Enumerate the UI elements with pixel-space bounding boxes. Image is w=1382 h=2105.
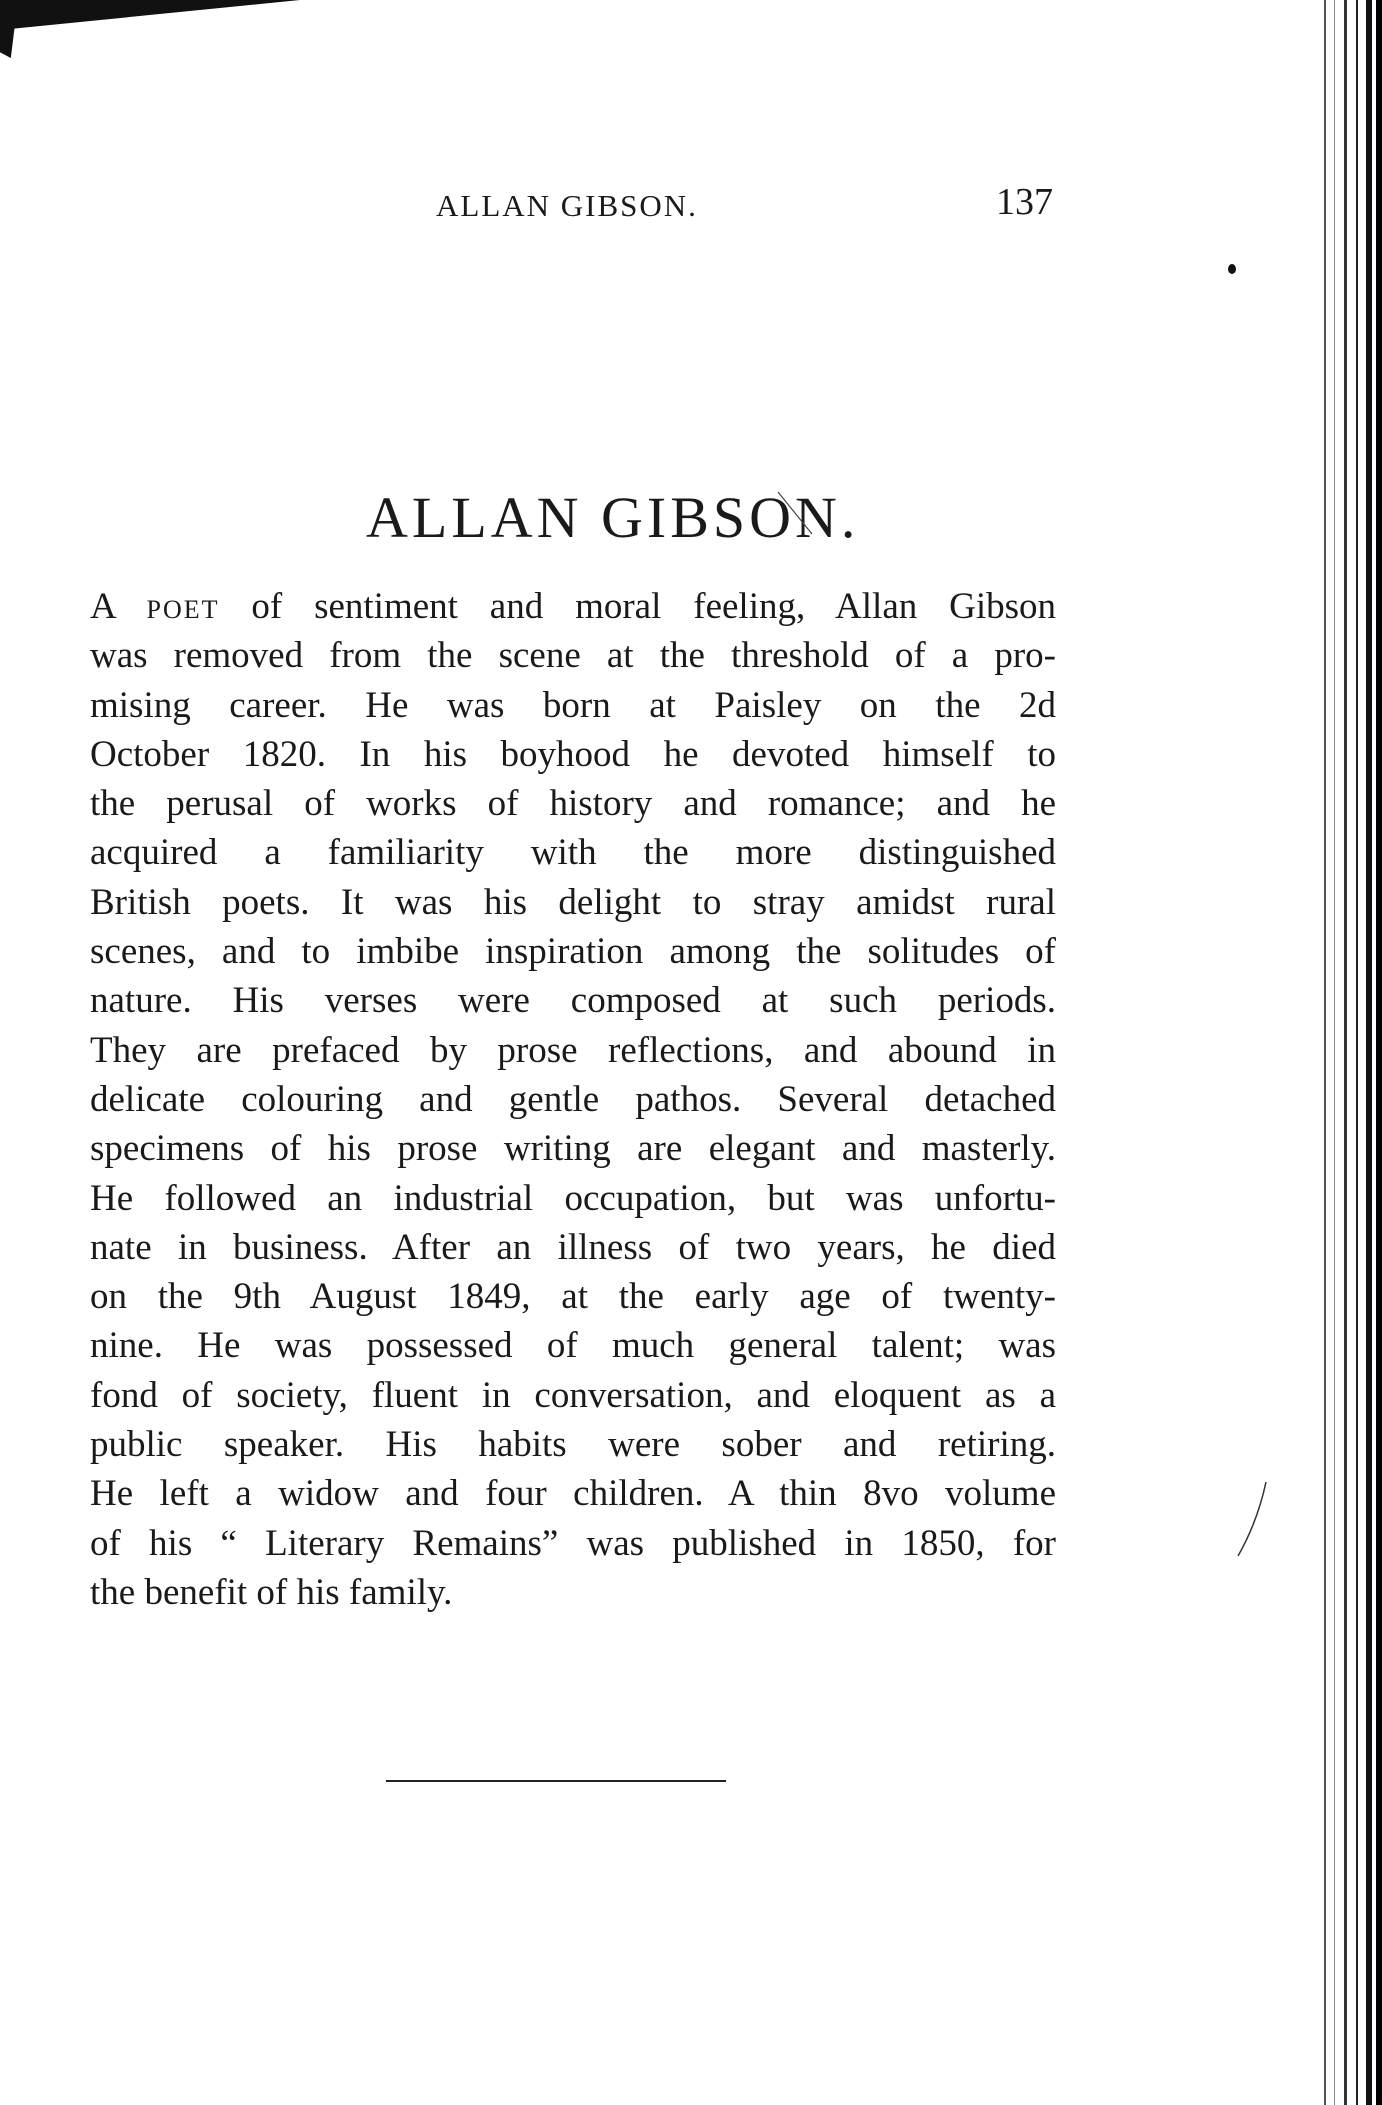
text-line: was removed from the scene at the threshold of a pro- [90,635,1056,677]
title-tick-mark [776,490,816,540]
text-line: nine. He was possessed of much general talent; was [90,1325,1056,1367]
body-paragraph [90,582,1056,1617]
text-line-last: the benefit of his family. [90,1571,453,1613]
text-line: October 1820. In his boyhood he devoted himself to [90,733,1056,775]
page-number: 137 [996,181,1053,223]
initial-letter: A [90,586,115,627]
text-line: They are prefaced by prose reflections, and abound in [90,1029,1056,1071]
closing-rule [386,1780,726,1782]
opening-line [90,582,1056,631]
chapter-title: ALLAN GIBSON. [366,485,860,550]
text-line: specimens of his prose writing are elegant and masterly. [90,1128,1056,1170]
text-line: fond of society, fluent in conversation, and eloquent as a [90,1374,1056,1416]
text-line: on the 9th August 1849, at the early age of twenty- [90,1276,1056,1318]
small-caps-word: POET [146,595,220,624]
text-line: He followed an industrial occupation, but was unfortu- [90,1177,1056,1219]
ink-speck [1228,264,1236,274]
text-line: of his “ Literary Remains” was published in 1850, for [90,1522,1056,1564]
text-line: delicate colouring and gentle pathos. Several detached [90,1078,1056,1120]
text-line: the perusal of works of history and romance; and he [90,783,1056,825]
scan-corner-artifact [0,0,300,30]
stray-pen-mark [1236,1480,1276,1560]
text-line: British poets. It was his delight to stray amidst rural [90,881,1056,923]
text-line: acquired a familiarity with the more distinguished [90,832,1056,874]
text-line: public speaker. His habits were sober and retiring. [90,1424,1056,1466]
text-line: nature. His verses were composed at such periods. [90,980,1056,1022]
text-line: He left a widow and four children. A thin 8vo volume [90,1473,1056,1515]
opening-line-text: of sentiment and moral feeling, Allan Gibson [251,586,1056,627]
text-line: nate in business. After an illness of two years, he died [90,1226,1056,1268]
book-spine-edge [1322,0,1382,2105]
text-line: scenes, and to imbibe inspiration among the solitudes of [90,931,1056,973]
text-line: mising career. He was born at Paisley on the 2d [90,684,1056,726]
running-head: ALLAN GIBSON. [436,188,698,223]
